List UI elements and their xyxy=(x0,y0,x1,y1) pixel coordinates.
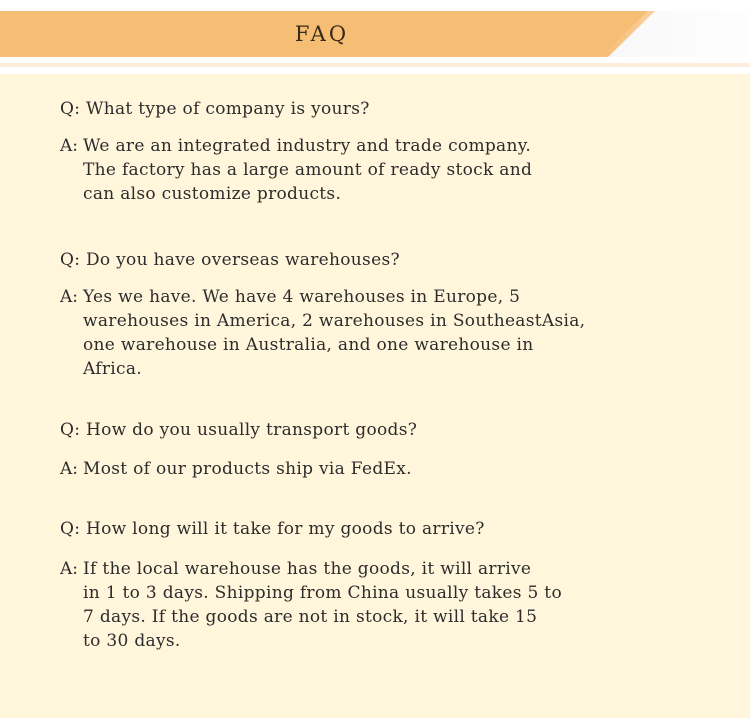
faq-item-transport xyxy=(60,418,710,481)
answer-line: Most of our products ship via FedEx. xyxy=(83,459,412,479)
answer-line: one warehouse in Australia, and one warehouse in xyxy=(83,335,534,355)
faq-answer xyxy=(60,557,710,653)
faq-question: Q: What type of company is yours? xyxy=(60,99,370,119)
answer-line: The factory has a large amount of ready stock and xyxy=(83,160,533,180)
answer-prefix: A: xyxy=(60,459,79,479)
answer-lines xyxy=(83,134,532,206)
faq-question: Q: How long will it take for my goods to arrive? xyxy=(60,519,485,539)
page-title: FAQ xyxy=(294,22,350,46)
answer-lines xyxy=(83,457,412,481)
header-divider xyxy=(0,63,750,67)
answer-prefix: A: xyxy=(60,287,79,307)
faq-panel xyxy=(0,74,750,718)
faq-answer xyxy=(60,457,710,481)
faq-item-company-type xyxy=(60,97,710,206)
answer-line: Africa. xyxy=(83,359,143,379)
answer-prefix: A: xyxy=(60,559,79,579)
answer-line: warehouses in America, 2 warehouses in SoutheastAsia, xyxy=(83,311,586,331)
faq-question: Q: Do you have overseas warehouses? xyxy=(60,250,400,270)
answer-line: in 1 to 3 days. Shipping from China usually takes 5 to xyxy=(83,583,562,603)
faq-answer xyxy=(60,285,710,381)
faq-item-delivery-time xyxy=(60,517,710,653)
answer-line: Yes we have. We have 4 warehouses in Europe, 5 xyxy=(83,287,521,307)
answer-line: to 30 days. xyxy=(83,631,181,651)
answer-prefix: A: xyxy=(60,136,79,156)
answer-lines xyxy=(83,285,585,381)
answer-line: If the local warehouse has the goods, it will arrive xyxy=(83,559,532,579)
answer-line: 7 days. If the goods are not in stock, it will take 15 xyxy=(83,607,538,627)
faq-header-banner xyxy=(0,11,750,57)
answer-lines xyxy=(83,557,562,653)
faq-answer xyxy=(60,134,710,206)
faq-question: Q: How do you usually transport goods? xyxy=(60,420,418,440)
answer-line: We are an integrated industry and trade company. xyxy=(83,136,532,156)
answer-line: can also customize products. xyxy=(83,184,342,204)
faq-item-overseas-warehouses xyxy=(60,248,710,381)
